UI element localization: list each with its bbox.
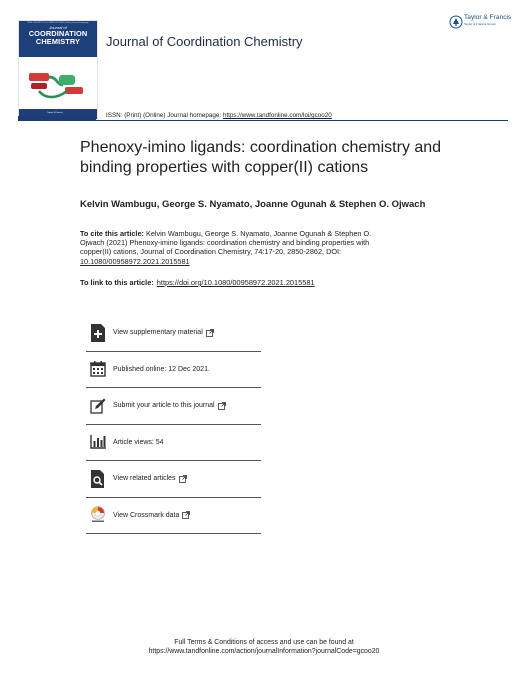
article-doi-link[interactable]: https://doi.org/10.1080/00958972.2021.2015581 [156, 278, 315, 287]
external-link-icon [206, 324, 214, 342]
crossmark-icon [88, 505, 108, 525]
article-views-label: Article views: 54 [113, 438, 164, 446]
crossmark-row[interactable] [86, 498, 261, 535]
article-actions-list [86, 315, 261, 534]
cover-art-image [27, 71, 89, 106]
publisher-name: Taylor & Francis [464, 14, 512, 21]
cover-publisher: Taylor & Francis [47, 112, 63, 114]
citation-text: Kelvin Wambugu, George S. Nyamato, Joanne Ogunah & Stephen O. Ojwach (2021) Phenoxy-imino ligands: coordination chemistry and binding properties with copper(II) cations, Journal of Coordination Chemistry, 74:17-20, 2850-2862, DOI: [80, 229, 372, 257]
journal-title[interactable]: Journal of Coordination Chemistry [106, 34, 303, 49]
publisher-tagline: Taylor & Francis Group [464, 22, 496, 26]
journal-cover[interactable] [18, 20, 98, 120]
issn-text: ISSN: (Print) (Online) Journal homepage: [106, 112, 223, 119]
related-search-icon [88, 469, 108, 489]
cover-journal-small: Journal of [49, 25, 67, 30]
published-online-row [86, 352, 261, 389]
terms-footer [0, 638, 528, 656]
external-link-icon [179, 470, 187, 488]
plus-document-icon [88, 323, 108, 343]
crossmark-label: View Crossmark data [113, 511, 180, 519]
article-title: Phenoxy-imino ligands: coordination chemistry and binding properties with copper(II) cations [80, 139, 442, 176]
article-authors: Kelvin Wambugu, George S. Nyamato, Joanne Ogunah & Stephen O. Ojwach [80, 199, 426, 210]
cover-journal-big-1: COORDINATION [28, 29, 88, 38]
article-link-line [80, 278, 315, 287]
published-online-label: Published online: 12 Dec 2021. [113, 365, 210, 373]
citation-doi-link[interactable]: 10.1080/00958972.2021.2015581 [80, 256, 190, 266]
article-views-row [86, 425, 261, 462]
terms-url[interactable]: https://www.tandfonline.com/action/journalInformation?journalCode=gcoo20 [148, 648, 380, 655]
cover-issn: ISSN: 0095-8972 | Print ISSN 1029-0389 (Online) Journal homepage [27, 22, 89, 24]
terms-text: Full Terms & Conditions of access and use can be found at [174, 639, 354, 646]
citation-block [80, 229, 380, 266]
citation-label: To cite this article: [80, 229, 144, 238]
publisher-logo-icon[interactable] [449, 15, 463, 34]
link-label: To link to this article: [80, 278, 154, 287]
related-articles-label: View related articles [113, 475, 176, 483]
supplementary-material-row[interactable] [86, 315, 261, 352]
cover-journal-big-2: CHEMISTRY [35, 36, 81, 46]
submit-article-row[interactable] [86, 388, 261, 425]
journal-homepage-link[interactable]: https://www.tandfonline.com/loi/gcoo20 [222, 112, 332, 119]
bar-chart-icon [88, 432, 108, 452]
cover-header [19, 21, 97, 57]
header-divider [18, 120, 508, 121]
calendar-icon [88, 359, 108, 379]
related-articles-row[interactable] [86, 461, 261, 498]
external-link-icon [218, 397, 226, 415]
edit-icon [88, 396, 108, 416]
submit-article-label: Submit your article to this journal [113, 402, 215, 410]
supplementary-material-label: View supplementary material [113, 329, 203, 337]
external-link-icon [182, 506, 190, 524]
issn-line [106, 112, 332, 119]
